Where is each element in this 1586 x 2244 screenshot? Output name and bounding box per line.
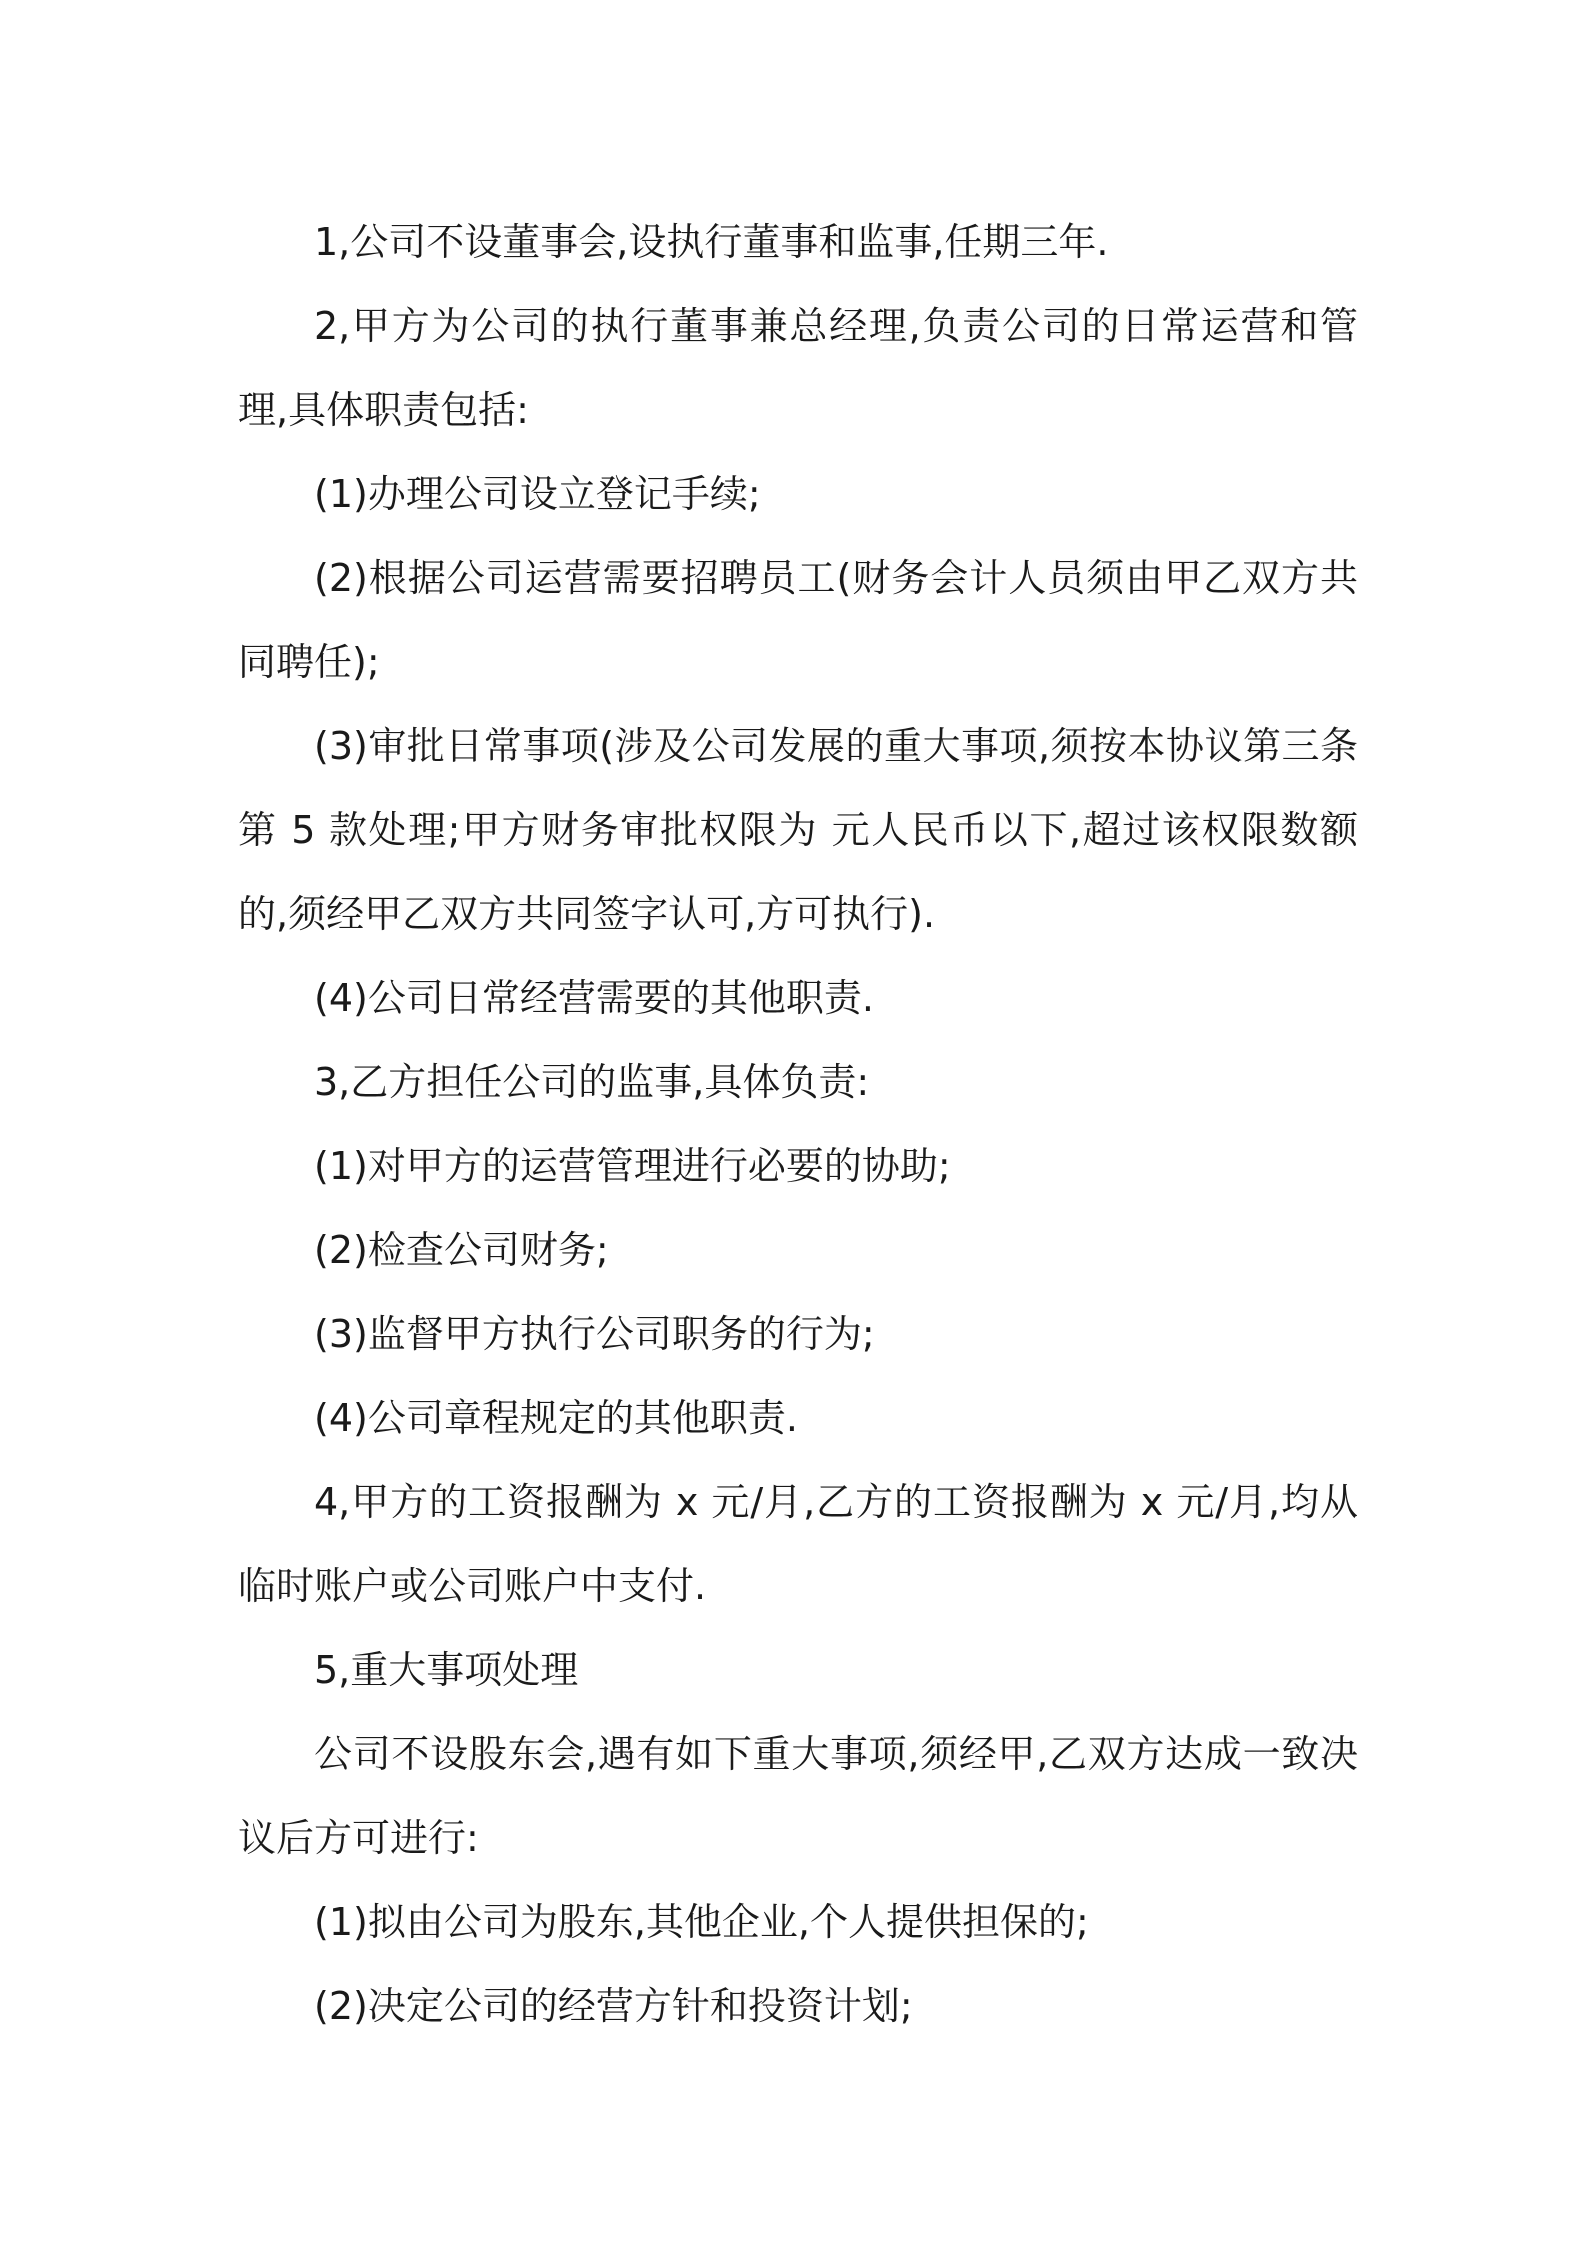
clause-2-executive-director: 2,甲方为公司的执行董事兼总经理,负责公司的日常运营和管理,具体职责包括: (238, 304, 1358, 432)
clause-5-heading: 5,重大事项处理 (314, 1648, 579, 1692)
clause-5-item-1: (1)拟由公司为股东,其他企业,个人提供担保的; (314, 1900, 1089, 1944)
clause-2-item-2: (2)根据公司运营需要招聘员工(财务会计人员须由甲乙双方共同聘任); (238, 556, 1358, 684)
clause-2-item-3: (3)审批日常事项(涉及公司发展的重大事项,须按本协议第三条第 5 款处理;甲方财务审批权限为 元人民币以下,超过该权限数额的,须经甲乙双方共同签字认可,方可执行). (238, 724, 1358, 936)
document-body (238, 200, 1358, 2048)
clause-3-item-2: (2)检查公司财务; (314, 1228, 609, 1272)
clause-2-item-1: (1)办理公司设立登记手续; (314, 472, 761, 516)
clause-3-item-3: (3)监督甲方执行公司职务的行为; (314, 1312, 875, 1356)
clause-4-salary: 4,甲方的工资报酬为 x 元/月,乙方的工资报酬为 x 元/月,均从临时账户或公司账户中支付. (238, 1480, 1358, 1608)
clause-3-item-4: (4)公司章程规定的其他职责. (314, 1396, 798, 1440)
clause-3-item-1: (1)对甲方的运营管理进行必要的协助; (314, 1144, 951, 1188)
clause-3-supervisor: 3,乙方担任公司的监事,具体负责: (314, 1060, 870, 1104)
clause-5-intro: 公司不设股东会,遇有如下重大事项,须经甲,乙双方达成一致决议后方可进行: (238, 1732, 1358, 1860)
clause-2-item-4: (4)公司日常经营需要的其他职责. (314, 976, 874, 1020)
clause-5-item-2: (2)决定公司的经营方针和投资计划; (314, 1984, 913, 2028)
clause-1-board: 1,公司不设董事会,设执行董事和监事,任期三年. (314, 220, 1109, 264)
